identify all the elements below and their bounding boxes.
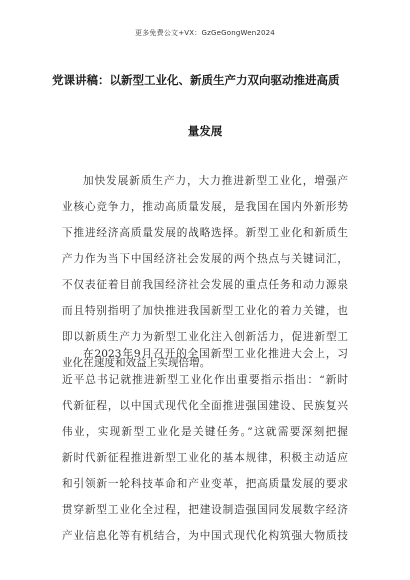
paragraph-line: 加快发展新质生产力，大力推进新型工业化，增强产 [83,175,348,187]
document-title-line-1: 党课讲稿：以新型工业化、新质生产力双向驱动推进高质 [52,73,340,87]
paragraph-line: 伟业，实现新型工业化是关键任务。”这就需要深刻把握 [62,426,348,438]
header-note: 更多免费公文+VX：GzGeGongWen2024 [135,29,275,37]
paragraph-line: 和引领新一轮科技革命和产业变革，把高质量发展的要求 [62,478,348,490]
paragraph-line: 代新征程，以中国式现代化全面推进强国建设、民族复兴 [62,400,348,412]
paragraph-line: 近平总书记就推进新型工业化作出重要指示指出：“新时 [62,374,348,386]
paragraph-line: 不仅表征着目前我国经济社会发展的重点任务和动力源泉 [62,279,348,291]
paragraph-line: 贯穿新型工业化全过程，把建设制造强国同发展数字经济 [62,504,348,516]
paragraph-line: 即以新质生产力为新型工业化注入创新活力，促进新型工 [62,331,348,343]
document-title-line-2: 量发展 [187,124,223,138]
paragraph-line: 业化在速度和效益上实现倍增。 [62,357,211,369]
paragraph-line: 业核心竞争力，推动高质量发展，是我国在国内外新形势 [62,201,348,213]
paragraph-line: 下推进经济高质量发展的战略选择。新型工业化和新质生 [62,227,348,239]
paragraph-line: 产业信息化等有机结合，为中国式现代化构筑强大物质技 [62,530,348,542]
paragraph-line: 产力作为当下中国经济社会发展的两个热点与关键词汇， [62,253,348,265]
paragraph-line: 而且特别指明了加快推进我国新型工业化的着力关键，也 [62,305,348,317]
paragraph-2 [62,341,348,549]
paragraph-line: 在2023年9月召开的全国新型工业化推进大会上，习 [83,348,348,360]
paragraph-line: 新时代新征程推进新型工业化的基本规律，积极主动适应 [62,452,348,464]
